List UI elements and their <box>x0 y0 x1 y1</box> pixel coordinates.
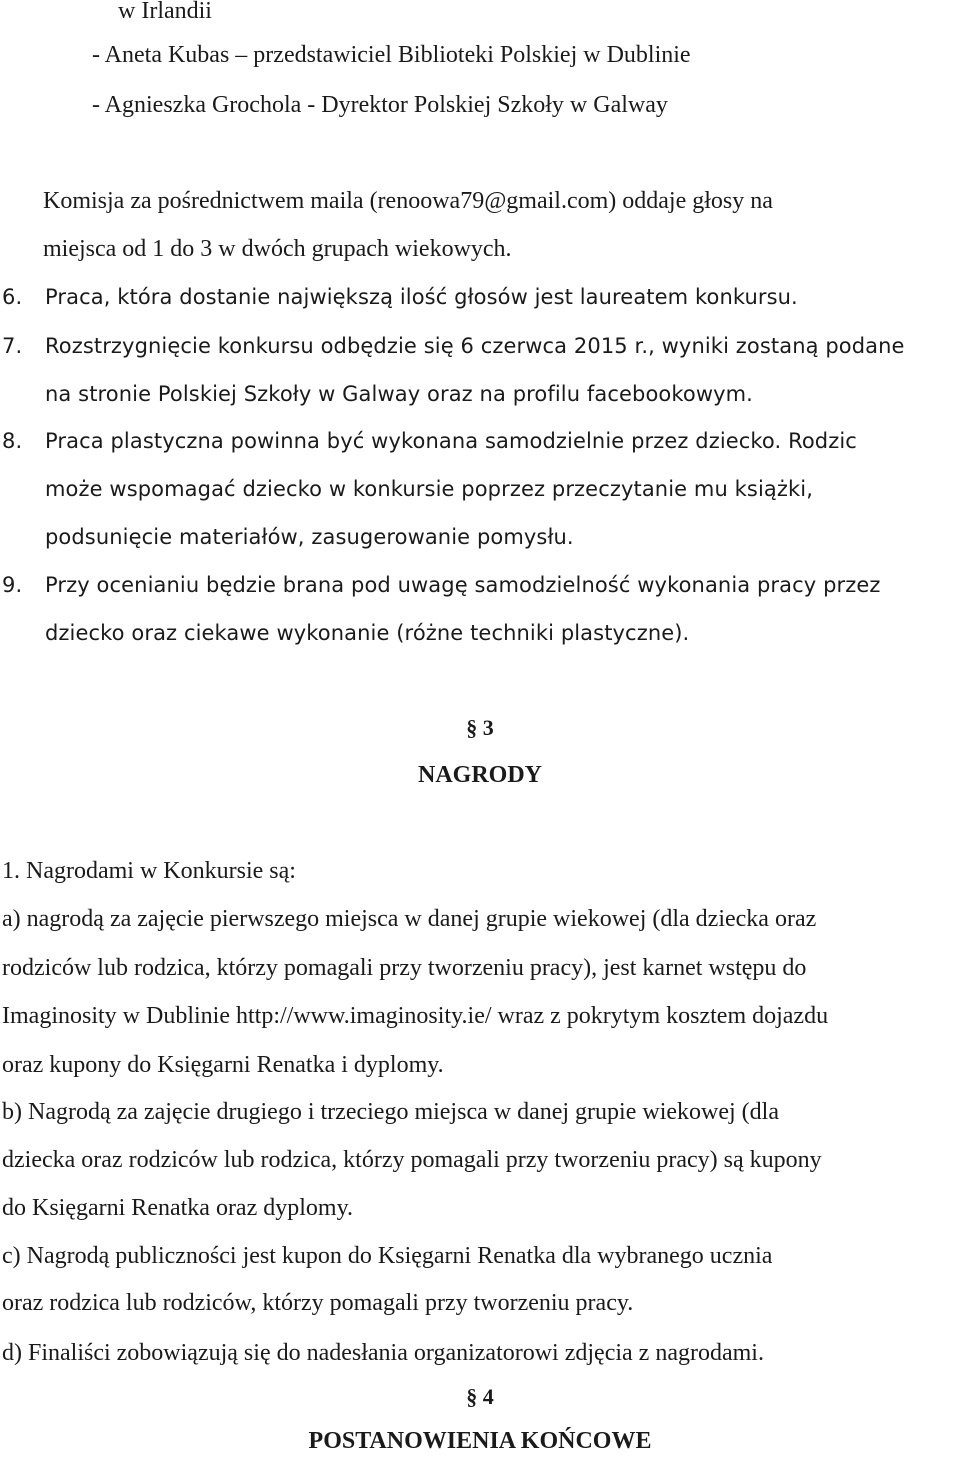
prize-d-line-1: d) Finaliści zobowiązują się do nadesłania organizatorowi zdjęcia z nagrodami. <box>2 1340 764 1366</box>
section-3-number: § 3 <box>466 715 494 740</box>
prize-a-line-1: a) nagrodą za zajęcie pierwszego miejsca w danej grupie wiekowej (dla dziecka oraz <box>2 906 817 932</box>
commission-line-2: miejsca od 1 do 3 w dwóch grupach wiekowych. <box>43 236 512 262</box>
prize-a-line-3: Imaginosity w Dublinie http://www.imaginosity.ie/ wraz z pokrytym kosztem dojazdu <box>2 1003 829 1029</box>
item-6 <box>2 285 798 310</box>
intro-line: w Irlandii <box>118 0 212 24</box>
item-8-line-3: podsunięcie materiałów, zasugerowanie pomysłu. <box>45 525 574 549</box>
item-7-line-1: Rozstrzygnięcie konkursu odbędzie się 6 czerwca 2015 r., wyniki zostaną podane <box>45 334 905 358</box>
section-3-title: NAGRODY <box>418 762 542 788</box>
item-9-line-2: dziecko oraz ciekawe wykonanie (różne techniki plastyczne). <box>45 621 690 645</box>
prizes-intro: 1. Nagrodami w Konkursie są: <box>2 858 296 884</box>
section-4-title: POSTANOWIENIA KOŃCOWE <box>308 1428 652 1454</box>
prize-a-line-2: rodziców lub rodzica, którzy pomagali przy tworzeniu pracy), jest karnet wstępu do <box>2 955 807 981</box>
prize-b-line-1: b) Nagrodą za zajęcie drugiego i trzeciego miejsca w danej grupie wiekowej (dla <box>2 1099 779 1125</box>
item-9-line-1: Przy ocenianiu będzie brana pod uwagę samodzielność wykonania pracy przez <box>45 573 881 597</box>
item-8 <box>2 429 857 454</box>
prize-c-line-1: c) Nagrodą publiczności jest kupon do Księgarni Renatka dla wybranego ucznia <box>2 1243 773 1269</box>
prize-b-line-3: do Księgarni Renatka oraz dyplomy. <box>2 1195 354 1221</box>
item-7-line-2: na stronie Polskiej Szkoły w Galway oraz na profilu facebookowym. <box>45 382 753 406</box>
item-6-text: Praca, która dostanie największą ilość głosów jest laureatem konkursu. <box>45 285 798 309</box>
item-8-line-2: może wspomagać dziecko w konkursie poprzez przeczytanie mu książki, <box>45 477 813 501</box>
section-4-number: § 4 <box>466 1384 494 1409</box>
item-7-number: 7. <box>2 334 23 358</box>
item-6-number: 6. <box>2 285 23 309</box>
item-7 <box>2 334 905 359</box>
prize-b-line-2: dziecka oraz rodziców lub rodzica, którzy pomagali przy tworzeniu pracy) są kupony <box>2 1147 822 1173</box>
item-8-line-1: Praca plastyczna powinna być wykonana samodzielnie przez dziecko. Rodzic <box>45 429 857 453</box>
prize-a-line-4: oraz kupony do Księgarni Renatka i dyplomy. <box>2 1052 444 1078</box>
prize-c-line-2: oraz rodzica lub rodziców, którzy pomagali przy tworzeniu pracy. <box>2 1290 634 1316</box>
member-aneta-kubas: - Aneta Kubas – przedstawiciel Biblioteki Polskiej w Dublinie <box>92 42 691 68</box>
item-9 <box>2 573 881 598</box>
member-agnieszka-grochola: - Agnieszka Grochola - Dyrektor Polskiej Szkoły w Galway <box>92 92 668 118</box>
commission-line-1: Komisja za pośrednictwem maila (renoowa79@gmail.com) oddaje głosy na <box>43 188 773 214</box>
item-9-number: 9. <box>2 573 23 597</box>
item-8-number: 8. <box>2 429 23 453</box>
